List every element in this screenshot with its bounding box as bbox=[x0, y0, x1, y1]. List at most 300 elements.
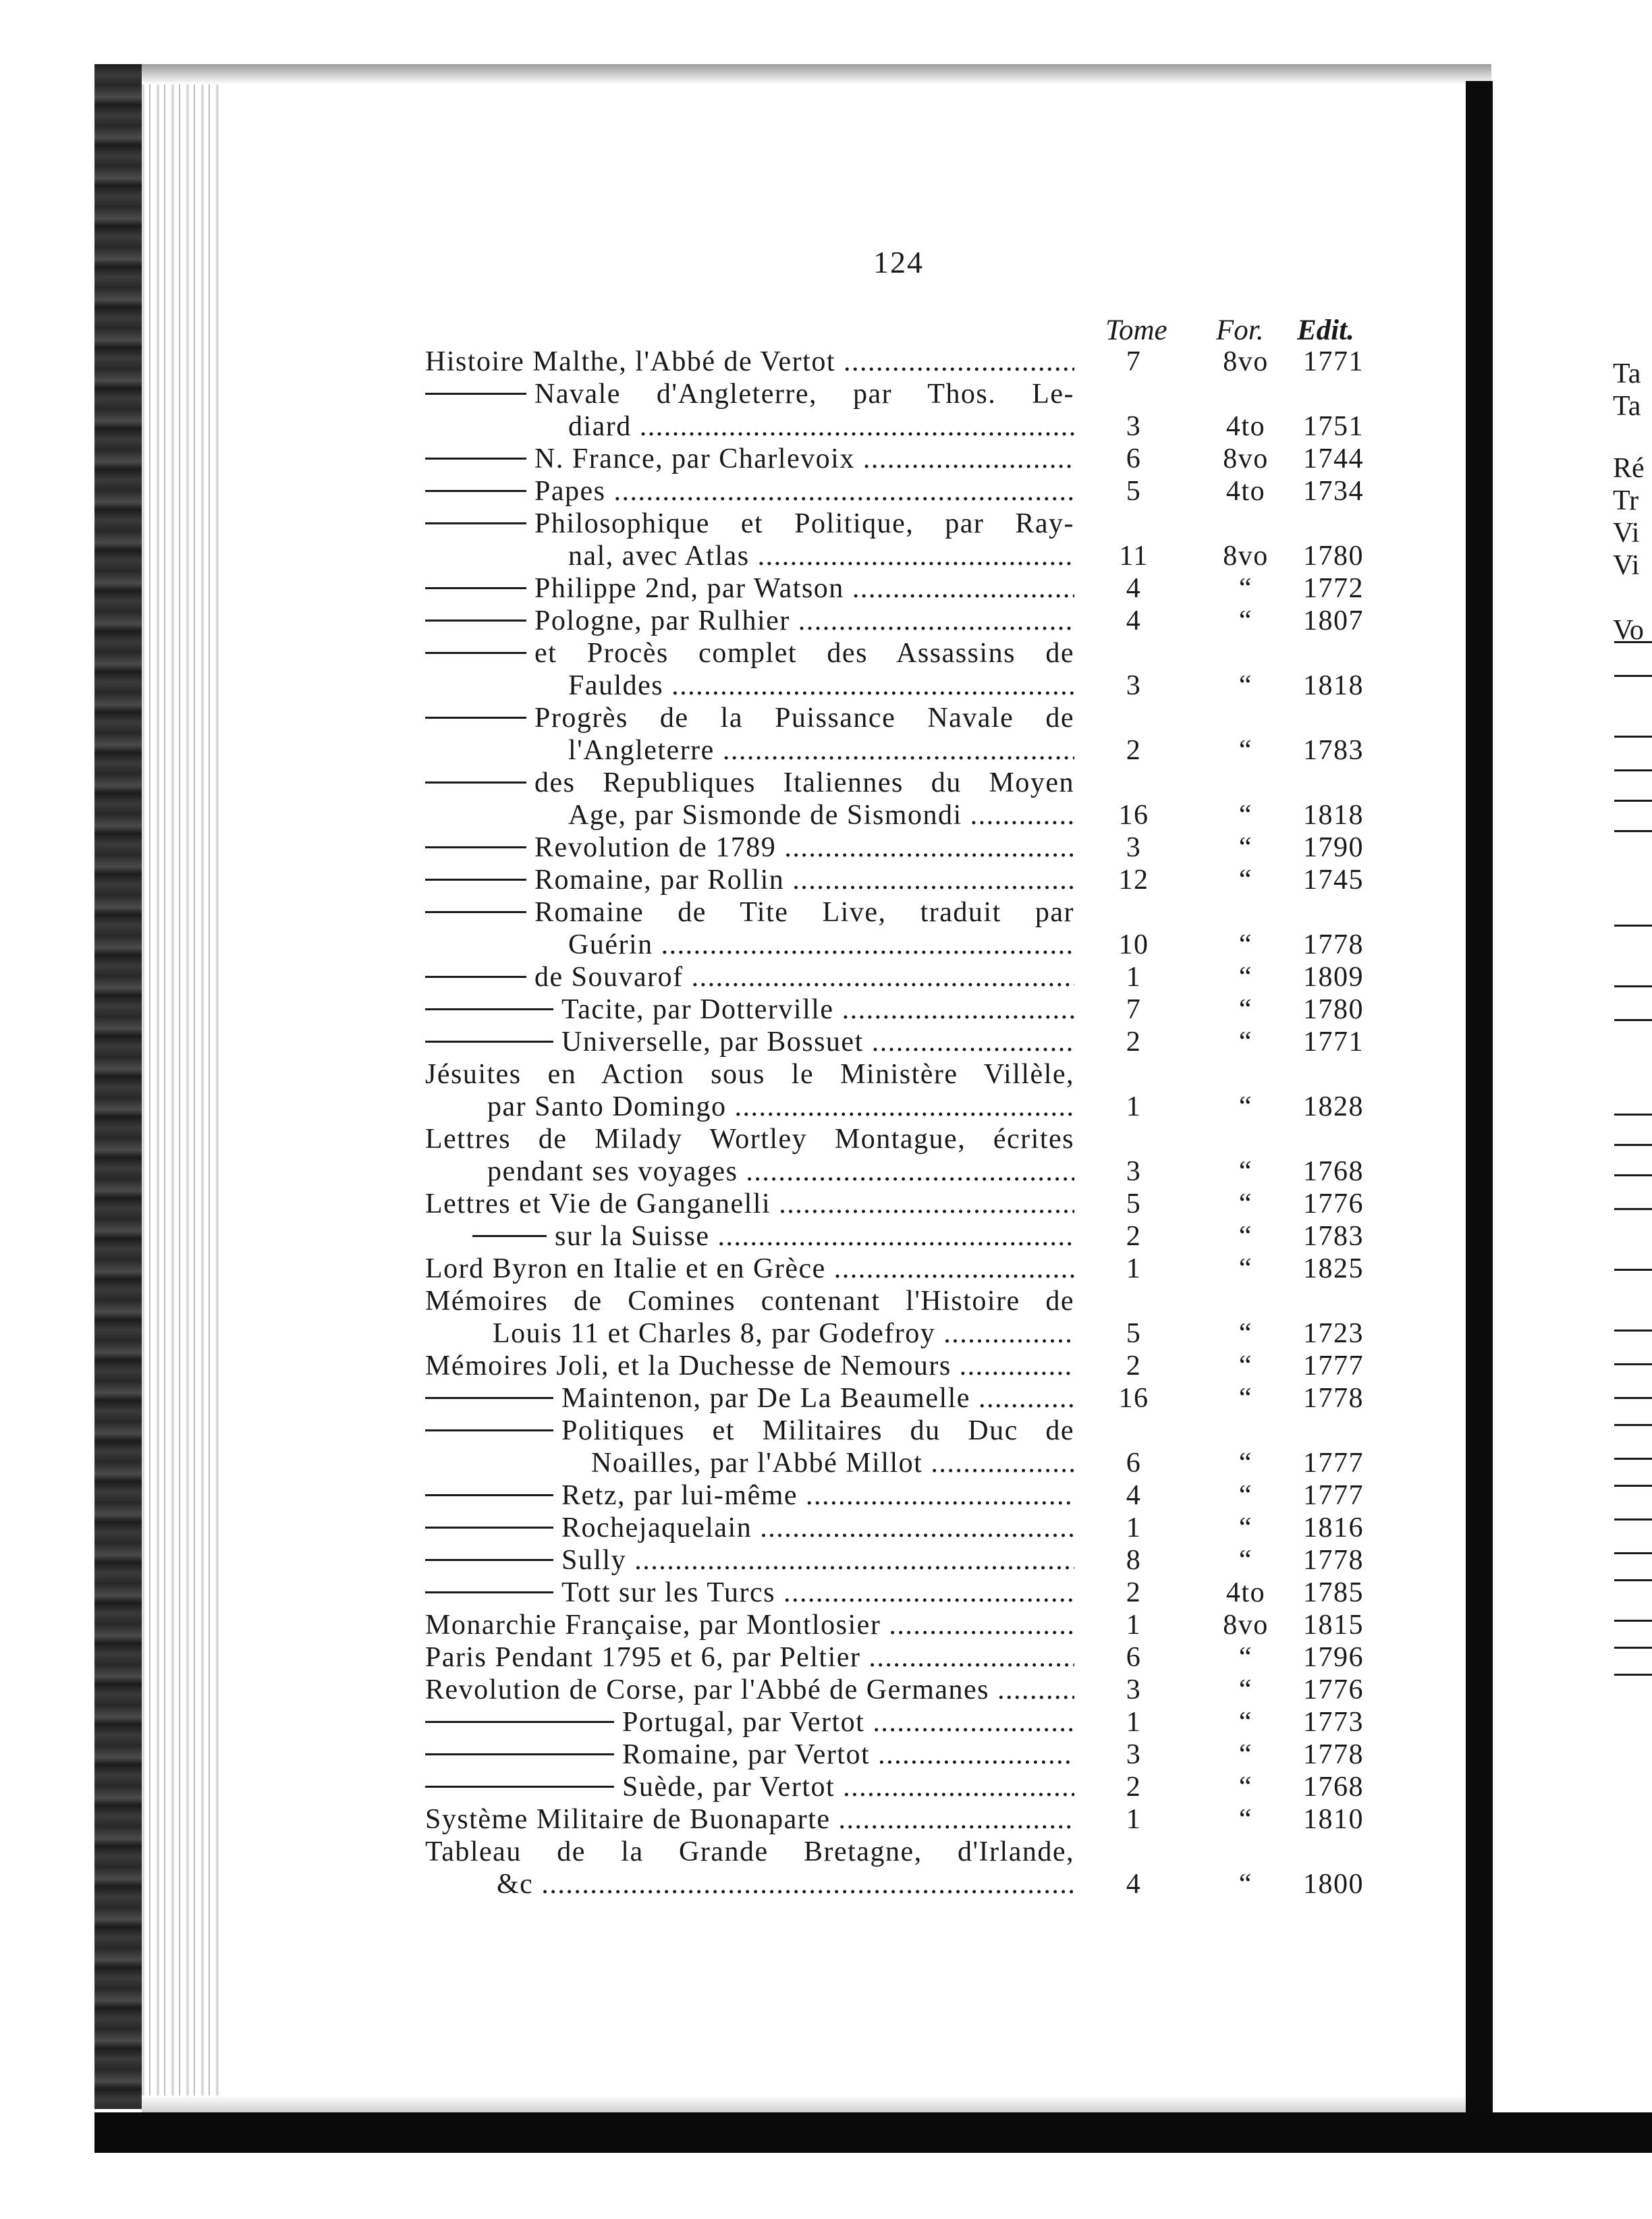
entry-format: “ bbox=[1238, 1188, 1253, 1220]
entry-title bbox=[425, 1186, 1074, 1222]
entry-title bbox=[425, 1510, 1074, 1545]
entry-format: “ bbox=[1238, 800, 1253, 831]
catalogue-row bbox=[0, 1543, 1652, 1578]
entry-title-text: &c bbox=[497, 1869, 534, 1900]
catalogue-row bbox=[0, 1834, 1652, 1869]
entry-title-text: Mémoires de Comines contenant l'Histoire de bbox=[425, 1286, 1074, 1317]
entry-tome: 7 bbox=[1126, 346, 1142, 377]
entry-format: “ bbox=[1238, 1383, 1253, 1414]
entry-title-text: Philosophique et Politique, par Ray- bbox=[534, 508, 1074, 539]
catalogue-row bbox=[0, 377, 1652, 412]
catalogue-row bbox=[0, 1672, 1652, 1707]
entry-title bbox=[568, 668, 1074, 703]
catalogue-row bbox=[0, 1737, 1652, 1772]
entry-title bbox=[487, 1089, 1074, 1124]
entry-title-text: Romaine de Tite Live, traduit par bbox=[534, 897, 1074, 928]
entry-title-text: Lettres de Milady Wortley Montague, écrites bbox=[425, 1124, 1074, 1155]
entry-title bbox=[425, 1834, 1074, 1869]
entry-format: 4to bbox=[1226, 411, 1266, 442]
catalogue-row bbox=[0, 1802, 1652, 1837]
catalogue-row bbox=[0, 701, 1652, 736]
entry-format: “ bbox=[1238, 1448, 1253, 1479]
entry-title-text: Retz, par lui-même bbox=[561, 1480, 798, 1511]
entry-title-text: Pologne, par Rulhier bbox=[534, 605, 790, 636]
entry-format: 8vo bbox=[1223, 346, 1269, 377]
catalogue-row bbox=[0, 1348, 1652, 1384]
entry-title bbox=[425, 1543, 1074, 1578]
entry-edition: 1780 bbox=[1303, 541, 1364, 572]
entry-format: “ bbox=[1238, 1480, 1253, 1511]
entry-format: “ bbox=[1238, 1772, 1253, 1803]
entry-title-text: Système Militaire de Buonaparte bbox=[425, 1804, 831, 1835]
catalogue-row bbox=[0, 1316, 1652, 1351]
ditto-dash bbox=[425, 1397, 553, 1399]
facing-page-rule bbox=[1614, 1269, 1652, 1271]
entry-title-text: Age, par Sismonde de Sismondi bbox=[568, 800, 962, 831]
ditto-dash bbox=[425, 911, 526, 913]
entry-title bbox=[425, 1024, 1074, 1060]
facing-page-fragment: Vo bbox=[1613, 615, 1644, 646]
entry-title-text: Romaine, par Rollin bbox=[534, 865, 785, 896]
entry-title bbox=[425, 1413, 1074, 1448]
facing-page-rule bbox=[1614, 1674, 1652, 1676]
catalogue-row bbox=[0, 1575, 1652, 1610]
ditto-dash bbox=[425, 1591, 553, 1593]
entry-title bbox=[425, 1251, 1074, 1286]
entry-tome: 6 bbox=[1126, 443, 1142, 474]
catalogue-row bbox=[0, 636, 1652, 671]
facing-page-rule bbox=[1614, 1518, 1652, 1521]
catalogue-row bbox=[0, 895, 1652, 930]
ditto-dash bbox=[425, 620, 526, 622]
entry-title-text: Politiques et Militaires du Duc de bbox=[561, 1415, 1074, 1446]
entry-tome: 1 bbox=[1126, 1091, 1142, 1122]
entry-edition: 1796 bbox=[1303, 1642, 1364, 1673]
entry-tome: 3 bbox=[1126, 411, 1142, 442]
entry-format: 4to bbox=[1226, 1577, 1266, 1608]
catalogue-row bbox=[0, 539, 1652, 574]
page-number: 124 bbox=[873, 245, 924, 279]
catalogue-row bbox=[0, 506, 1652, 541]
entry-tome: 1 bbox=[1126, 1610, 1142, 1641]
facing-page-rule bbox=[1614, 1620, 1652, 1622]
catalogue-row bbox=[0, 474, 1652, 509]
entry-format: “ bbox=[1238, 1253, 1253, 1284]
entry-edition: 1745 bbox=[1303, 865, 1364, 896]
entry-edition: 1816 bbox=[1303, 1512, 1364, 1543]
entry-title bbox=[425, 1381, 1074, 1416]
facing-page-rule bbox=[1614, 1424, 1652, 1426]
catalogue-row bbox=[0, 960, 1652, 995]
facing-page-rule bbox=[1614, 1144, 1652, 1146]
entry-edition: 1778 bbox=[1303, 1383, 1364, 1414]
entry-title-text: par Santo Domingo bbox=[487, 1091, 727, 1122]
ditto-dash bbox=[425, 458, 526, 460]
entry-title-text: de Souvarof bbox=[534, 962, 684, 993]
ditto-dash bbox=[425, 976, 526, 978]
entry-tome: 2 bbox=[1126, 1772, 1142, 1803]
entry-edition: 1818 bbox=[1303, 670, 1364, 701]
facing-page-rule bbox=[1614, 1330, 1652, 1332]
entry-edition: 1778 bbox=[1303, 929, 1364, 960]
entry-title-text: Suède, par Vertot bbox=[622, 1772, 835, 1803]
entry-format: “ bbox=[1238, 1350, 1253, 1381]
entry-format: “ bbox=[1238, 1869, 1253, 1900]
catalogue-row bbox=[0, 1381, 1652, 1416]
facing-page-rule bbox=[1614, 1019, 1652, 1021]
catalogue-row bbox=[0, 830, 1652, 865]
entry-title-text: Guérin bbox=[568, 929, 653, 960]
entry-title bbox=[568, 539, 1074, 574]
catalogue-row bbox=[0, 571, 1652, 606]
entry-edition: 1828 bbox=[1303, 1091, 1364, 1122]
entry-tome: 10 bbox=[1118, 929, 1149, 960]
entry-format: “ bbox=[1238, 1707, 1253, 1738]
entry-edition: 1825 bbox=[1303, 1253, 1364, 1284]
entry-title bbox=[425, 1802, 1074, 1837]
entry-title-text: Tott sur les Turcs bbox=[561, 1577, 775, 1608]
entry-title-text: Maintenon, par De La Beaumelle bbox=[561, 1383, 970, 1414]
ditto-dash bbox=[425, 1753, 614, 1755]
facing-page-rule bbox=[1614, 1485, 1652, 1487]
entry-format: 4to bbox=[1226, 476, 1266, 507]
catalogue-row bbox=[0, 1219, 1652, 1254]
ditto-dash bbox=[425, 490, 526, 492]
entry-tome: 7 bbox=[1126, 994, 1142, 1025]
entry-edition: 1809 bbox=[1303, 962, 1364, 993]
entry-tome: 1 bbox=[1126, 1512, 1142, 1543]
ditto-dash bbox=[425, 846, 526, 848]
entry-tome: 1 bbox=[1126, 1804, 1142, 1835]
facing-page-rule bbox=[1614, 1647, 1652, 1649]
column-header-edition: Edit. bbox=[1297, 314, 1354, 346]
facing-page-rule bbox=[1614, 1114, 1652, 1116]
entry-tome: 11 bbox=[1119, 541, 1149, 572]
ditto-dash bbox=[425, 1041, 553, 1043]
ditto-dash bbox=[425, 587, 526, 589]
entry-format: “ bbox=[1238, 573, 1253, 604]
entry-edition: 1777 bbox=[1303, 1480, 1364, 1511]
entry-tome: 4 bbox=[1126, 1869, 1142, 1900]
catalogue-row bbox=[0, 1413, 1652, 1448]
entry-format: “ bbox=[1238, 605, 1253, 636]
ditto-dash bbox=[425, 1527, 553, 1529]
entry-title bbox=[425, 1219, 1074, 1254]
entry-title-text: l'Angleterre bbox=[568, 735, 715, 766]
ditto-dash bbox=[425, 1008, 553, 1010]
entry-title bbox=[425, 1737, 1074, 1772]
entry-edition: 1771 bbox=[1303, 1026, 1364, 1058]
entry-title-text: Portugal, par Vertot bbox=[622, 1707, 865, 1738]
facing-page-fragment: Ta bbox=[1613, 358, 1641, 389]
facing-page-fragment: Vi bbox=[1613, 550, 1640, 581]
entry-format: “ bbox=[1238, 735, 1253, 766]
entry-title bbox=[425, 992, 1074, 1027]
entry-title bbox=[425, 474, 1074, 509]
entry-title bbox=[487, 1154, 1074, 1189]
entry-title bbox=[425, 636, 1074, 671]
entry-title-text: Progrès de la Puissance Navale de bbox=[534, 703, 1074, 734]
entry-title bbox=[591, 1446, 1074, 1481]
facing-page-rule bbox=[1614, 1552, 1652, 1554]
entry-edition: 1776 bbox=[1303, 1188, 1364, 1220]
entry-title bbox=[425, 830, 1074, 865]
entry-tome: 2 bbox=[1126, 735, 1142, 766]
entry-title bbox=[425, 1705, 1074, 1740]
entry-format: “ bbox=[1238, 670, 1253, 701]
facing-page-rule bbox=[1614, 1174, 1652, 1176]
entry-format: 8vo bbox=[1223, 541, 1269, 572]
catalogue-row bbox=[0, 765, 1652, 800]
entry-title bbox=[425, 1575, 1074, 1610]
entry-edition: 1772 bbox=[1303, 573, 1364, 604]
entry-title bbox=[425, 1478, 1074, 1513]
catalogue-row bbox=[0, 1251, 1652, 1286]
entry-tome: 5 bbox=[1126, 1318, 1142, 1349]
entry-title bbox=[568, 409, 1074, 444]
entry-edition: 1734 bbox=[1303, 476, 1364, 507]
entry-title bbox=[425, 1608, 1074, 1643]
entry-title bbox=[425, 862, 1074, 898]
entry-title-text: Noailles, par l'Abbé Millot bbox=[591, 1448, 923, 1479]
facing-page-rule bbox=[1614, 1458, 1652, 1460]
entry-edition: 1777 bbox=[1303, 1350, 1364, 1381]
entry-title-text: Louis 11 et Charles 8, par Godefroy bbox=[493, 1318, 936, 1349]
facing-page-rule bbox=[1614, 736, 1652, 738]
entry-title-text: diard bbox=[568, 411, 632, 442]
entry-title-text: Romaine, par Vertot bbox=[622, 1739, 871, 1770]
catalogue-row bbox=[0, 1446, 1652, 1481]
entry-title-text: Revolution de 1789 bbox=[534, 832, 777, 863]
facing-page-text bbox=[1613, 344, 1652, 2166]
facing-page-rule bbox=[1614, 925, 1652, 927]
entry-format: “ bbox=[1238, 1642, 1253, 1673]
entry-tome: 16 bbox=[1118, 800, 1149, 831]
entry-title-text: Sully bbox=[561, 1545, 627, 1576]
entry-tome: 6 bbox=[1126, 1642, 1142, 1673]
entry-edition: 1768 bbox=[1303, 1156, 1364, 1187]
catalogue-row bbox=[0, 1024, 1652, 1060]
entry-tome: 3 bbox=[1126, 832, 1142, 863]
entry-title bbox=[425, 1284, 1074, 1319]
entry-format: “ bbox=[1238, 1739, 1253, 1770]
entry-edition: 1810 bbox=[1303, 1804, 1364, 1835]
ditto-dash bbox=[425, 1494, 553, 1496]
entry-edition: 1778 bbox=[1303, 1739, 1364, 1770]
entry-title-text: Universelle, par Bossuet bbox=[561, 1026, 864, 1058]
facing-page-rule bbox=[1614, 1208, 1652, 1210]
entry-tome: 3 bbox=[1126, 670, 1142, 701]
entry-tome: 1 bbox=[1126, 1253, 1142, 1284]
entry-edition: 1800 bbox=[1303, 1869, 1364, 1900]
catalogue-row bbox=[0, 1122, 1652, 1157]
facing-page-rule bbox=[1614, 830, 1652, 832]
entry-title-text: sur la Suisse bbox=[555, 1221, 710, 1252]
entry-tome: 5 bbox=[1126, 1188, 1142, 1220]
entry-tome: 4 bbox=[1126, 1480, 1142, 1511]
entry-title bbox=[497, 1867, 1074, 1902]
entry-title-text: N. France, par Charlevoix bbox=[534, 443, 855, 474]
entry-format: “ bbox=[1238, 929, 1253, 960]
entry-title-text: nal, avec Atlas bbox=[568, 541, 750, 572]
entry-title bbox=[425, 571, 1074, 606]
entry-format: “ bbox=[1238, 1318, 1253, 1349]
entry-format: 8vo bbox=[1223, 443, 1269, 474]
entry-format: “ bbox=[1238, 1804, 1253, 1835]
entry-tome: 1 bbox=[1126, 962, 1142, 993]
catalogue-row bbox=[0, 409, 1652, 444]
entry-title-text: Monarchie Française, par Montlosier bbox=[425, 1610, 881, 1641]
entry-edition: 1780 bbox=[1303, 994, 1364, 1025]
entry-format: “ bbox=[1238, 1512, 1253, 1543]
facing-page-fragment: Tr bbox=[1613, 485, 1639, 516]
entry-tome: 4 bbox=[1126, 573, 1142, 604]
entry-title-text: Lettres et Vie de Ganganelli bbox=[425, 1188, 771, 1220]
entry-title bbox=[425, 701, 1074, 736]
entry-edition: 1773 bbox=[1303, 1707, 1364, 1738]
entry-title-text: Rochejaquelain bbox=[561, 1512, 752, 1543]
entry-title-text: Histoire Malthe, l'Abbé de Vertot bbox=[425, 346, 836, 377]
catalogue-row bbox=[0, 1608, 1652, 1643]
facing-page-rule bbox=[1614, 1397, 1652, 1399]
facing-page-fragment: Ré bbox=[1613, 453, 1645, 484]
facing-page-rule bbox=[1614, 641, 1652, 643]
entry-format: “ bbox=[1238, 1674, 1253, 1705]
entry-tome: 3 bbox=[1126, 1156, 1142, 1187]
entry-format: “ bbox=[1238, 832, 1253, 863]
entry-edition: 1783 bbox=[1303, 735, 1364, 766]
entry-title bbox=[568, 927, 1074, 962]
entry-tome: 2 bbox=[1126, 1221, 1142, 1252]
entry-tome: 12 bbox=[1118, 865, 1149, 896]
ditto-dash bbox=[472, 1235, 547, 1237]
entry-format: 8vo bbox=[1223, 1610, 1269, 1641]
entry-format: “ bbox=[1238, 1156, 1253, 1187]
entry-format: “ bbox=[1238, 1026, 1253, 1058]
entry-edition: 1778 bbox=[1303, 1545, 1364, 1576]
entry-tome: 8 bbox=[1126, 1545, 1142, 1576]
catalogue-row bbox=[0, 862, 1652, 898]
facing-page-rule bbox=[1614, 985, 1652, 987]
entry-format: “ bbox=[1238, 994, 1253, 1025]
entry-title bbox=[425, 1057, 1074, 1092]
entry-title-text: Paris Pendant 1795 et 6, par Peltier bbox=[425, 1642, 861, 1673]
column-header-tome: Tome bbox=[1105, 314, 1167, 346]
entry-tome: 4 bbox=[1126, 605, 1142, 636]
entry-edition: 1744 bbox=[1303, 443, 1364, 474]
ditto-dash bbox=[425, 879, 526, 881]
entry-title bbox=[425, 1640, 1074, 1675]
entry-title bbox=[493, 1316, 1074, 1351]
catalogue-row bbox=[0, 1057, 1652, 1092]
entry-format: “ bbox=[1238, 1221, 1253, 1252]
entry-title-text: Philippe 2nd, par Watson bbox=[534, 573, 844, 604]
ditto-dash bbox=[425, 522, 526, 524]
catalogue-row bbox=[0, 733, 1652, 768]
entry-edition: 1723 bbox=[1303, 1318, 1364, 1349]
entry-title bbox=[425, 1122, 1074, 1157]
entry-edition: 1790 bbox=[1303, 832, 1364, 863]
entry-edition: 1807 bbox=[1303, 605, 1364, 636]
catalogue-row bbox=[0, 927, 1652, 962]
catalogue-row bbox=[0, 1089, 1652, 1124]
entry-format: “ bbox=[1238, 865, 1253, 896]
facing-page-fragment: Ta bbox=[1613, 391, 1641, 422]
catalogue-row bbox=[0, 668, 1652, 703]
entry-title-text: Navale d'Angleterre, par Thos. Le- bbox=[534, 379, 1074, 410]
entry-tome: 6 bbox=[1126, 1448, 1142, 1479]
entry-title bbox=[568, 798, 1074, 833]
entry-tome: 2 bbox=[1126, 1577, 1142, 1608]
catalogue-row bbox=[0, 441, 1652, 476]
entry-tome: 2 bbox=[1126, 1026, 1142, 1058]
entry-title-text: Jésuites en Action sous le Ministère Villèle, bbox=[425, 1059, 1074, 1090]
facing-page-rule bbox=[1614, 1579, 1652, 1581]
entry-title bbox=[425, 765, 1074, 800]
ditto-dash bbox=[425, 1786, 614, 1788]
entry-format: “ bbox=[1238, 1545, 1253, 1576]
facing-page-rule bbox=[1614, 1363, 1652, 1365]
facing-page-rule bbox=[1614, 769, 1652, 771]
entry-format: “ bbox=[1238, 962, 1253, 993]
entry-title-text: Tableau de la Grande Bretagne, d'Irlande, bbox=[425, 1836, 1074, 1867]
entry-title-text: Papes bbox=[534, 476, 606, 507]
catalogue-row bbox=[0, 1154, 1652, 1189]
entry-edition: 1751 bbox=[1303, 411, 1364, 442]
facing-page-rule bbox=[1614, 675, 1652, 677]
ditto-dash bbox=[425, 1559, 553, 1561]
catalogue-row bbox=[0, 798, 1652, 833]
entry-title-text: Tacite, par Dotterville bbox=[561, 994, 834, 1025]
entry-edition: 1777 bbox=[1303, 1448, 1364, 1479]
catalogue-row bbox=[0, 1640, 1652, 1675]
catalogue-row bbox=[0, 1867, 1652, 1902]
entry-edition: 1771 bbox=[1303, 346, 1364, 377]
ditto-dash bbox=[425, 717, 526, 719]
entry-edition: 1818 bbox=[1303, 800, 1364, 831]
facing-page-rule bbox=[1614, 800, 1652, 802]
catalogue-row bbox=[0, 992, 1652, 1027]
entry-title-text: Mémoires Joli, et la Duchesse de Nemours bbox=[425, 1350, 952, 1381]
entry-tome: 3 bbox=[1126, 1674, 1142, 1705]
entry-title bbox=[425, 1770, 1074, 1805]
ditto-dash bbox=[425, 652, 526, 654]
catalogue-row bbox=[0, 1510, 1652, 1545]
entry-tome: 3 bbox=[1126, 1739, 1142, 1770]
entry-title bbox=[425, 1672, 1074, 1707]
entry-tome: 1 bbox=[1126, 1707, 1142, 1738]
entry-title bbox=[425, 377, 1074, 412]
entry-tome: 5 bbox=[1126, 476, 1142, 507]
ditto-dash bbox=[425, 1429, 553, 1431]
catalogue-row bbox=[0, 603, 1652, 638]
entry-edition: 1785 bbox=[1303, 1577, 1364, 1608]
entry-title bbox=[425, 960, 1074, 995]
ditto-dash bbox=[425, 782, 526, 784]
entry-title bbox=[425, 506, 1074, 541]
ditto-dash bbox=[425, 1721, 614, 1723]
entry-title bbox=[568, 733, 1074, 768]
catalogue-row bbox=[0, 1186, 1652, 1222]
entry-edition: 1768 bbox=[1303, 1772, 1364, 1803]
entry-title-text: Lord Byron en Italie et en Grèce bbox=[425, 1253, 826, 1284]
entry-title-text: et Procès complet des Assassins de bbox=[534, 638, 1074, 669]
entry-title bbox=[425, 895, 1074, 930]
entry-title bbox=[425, 1348, 1074, 1384]
entry-title-text: Revolution de Corse, par l'Abbé de Germanes bbox=[425, 1674, 990, 1705]
entry-title bbox=[425, 441, 1074, 476]
catalogue-row bbox=[0, 1705, 1652, 1740]
